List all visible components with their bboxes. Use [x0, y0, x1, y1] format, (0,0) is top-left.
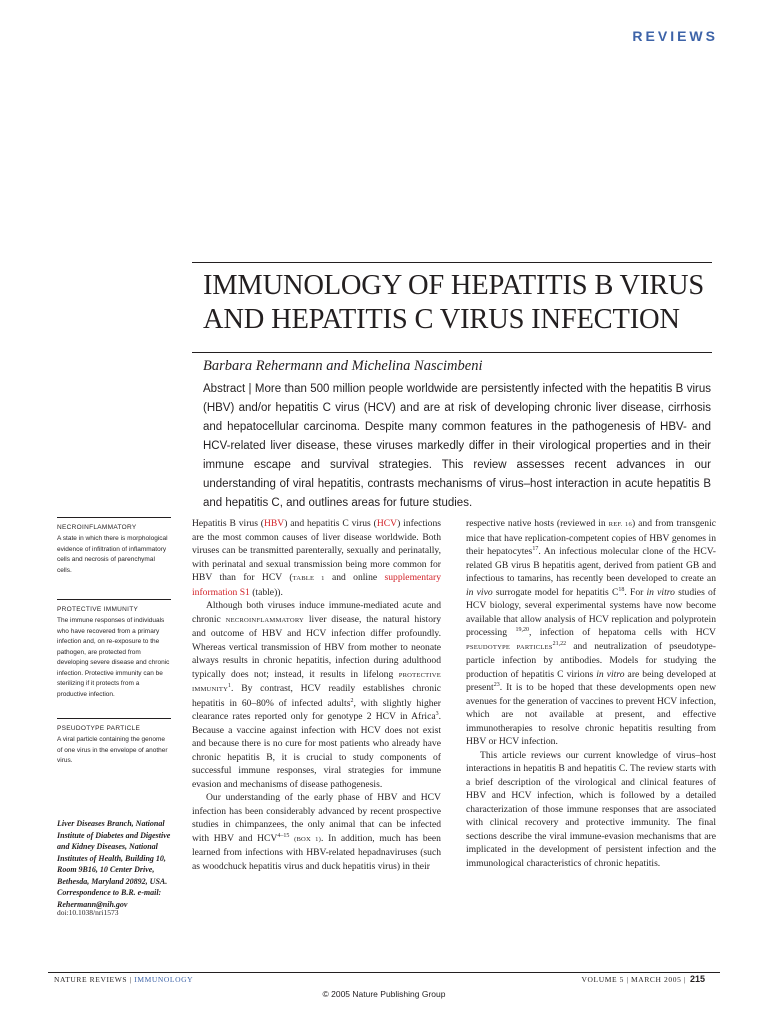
- publisher-name: NATURE REVIEWS: [54, 975, 128, 984]
- supplementary-link[interactable]: supplementary information S1: [192, 572, 441, 598]
- citation: 18: [618, 586, 625, 593]
- author-affiliation: Liver Diseases Branch, National Institute of Diabetes and Digestive and Kidney Diseases, National Institutes of Health, Building 10, Room 9B16, 10 Center Drive, Bethesda, Maryland 20892, USA. Correspondence to B.R. e-mail: Rehermann@nih.gov: [57, 819, 171, 909]
- citation: 19,20: [515, 626, 529, 633]
- table-reference: TABLE 1: [292, 575, 325, 582]
- hcv-link[interactable]: HCV: [376, 518, 398, 529]
- citation: 1: [228, 682, 232, 689]
- citation: 23: [493, 681, 500, 688]
- footer-rule: [48, 972, 720, 973]
- page-number: 215: [690, 974, 706, 984]
- footer-volume: VOLUME 5 | MARCH 2005 |: [581, 975, 686, 984]
- copyright: © 2005 Nature Publishing Group: [322, 989, 446, 999]
- section-label: REVIEWS: [632, 28, 718, 44]
- glossary-term-inline: NECROINFLAMMATORY: [225, 616, 305, 624]
- citation: 3: [435, 710, 439, 717]
- glossary-sidebar: [57, 517, 171, 807]
- paragraph: Our understanding of the early phase of HBV and HCV infection has been considerably advanced by recent prospective studies in chimpanzees, the only animal that can be infected with HBV and HCV$^{4-15}$ (BOX 1). In addition, much has been learned from infections with HBV-related hepadnaviruses (such as woodchuck hepatitis virus and duck hepatitis virus) in their: [192, 792, 441, 872]
- title-rule-top: [192, 262, 712, 263]
- body-column-2: [466, 517, 716, 870]
- glossary-definition: A state in which there is morphological evidence of infiltration of inflammatory cells and necrosis of parenchymal cells.: [57, 535, 168, 574]
- glossary-term: NECROINFLAMMATORY: [57, 517, 171, 533]
- glossary-definition: A viral particle containing the genome of one virus in the envelope of another virus.: [57, 736, 168, 764]
- abstract: Abstract | More than 500 million people worldwide are persistently infected with the hepatitis B virus (HBV) and/or hepatitis C virus (HCV) and are at risk of developing chronic liver disease, cirrhosis and hepatocellular carcinoma. Despite many common features in the pathogenesis of HBV- and HCV-related liver disease, these viruses markedly differ in their virological properties and in their immune escape and survival strategies. This review assesses recent advances in our understanding of viral hepatitis, contrasts mechanisms of virus–host interaction in acute hepatitis B and hepatitis C, and outlines areas for future studies.: [203, 383, 711, 509]
- paragraph: Although both viruses induce immune-mediated acute and chronic NECROINFLAMMATORY liver disease, the natural history and outcome of HBV and HCV infection differ profoundly. Whereas vertical transmission of HBV from mother to neonate always results in chronic hepatitis, infection during adulthood typically does not; instead, it results in lifelong PROTECTIVE IMMUNITY$^1$. By contrast, HCV readily establishes chronic hepatitis in 60–80% of infected adults$^2$, with slightly higher clearance rates reported only for genotype 2 HCV in Africa$^3$. Because a vaccine against infection with HCV does not exist and because there is no cure for most patients who already have chronic hepatitis B, it is crucial to study components of successful immune responses, viral strategies for immune evasion and mechanisms of disease pathogenesis.: [192, 600, 441, 790]
- citation: 4–15: [277, 832, 290, 839]
- journal-name: IMMUNOLOGY: [134, 975, 194, 984]
- glossary-term: PSEUDOTYPE PARTICLE: [57, 718, 171, 734]
- glossary-term-inline: PSEUDOTYPE PARTICLES: [466, 643, 553, 651]
- title-line-1: IMMUNOLOGY OF HEPATITIS B VIRUS: [203, 270, 705, 301]
- citation: 21,22: [552, 640, 567, 647]
- article-title: [203, 269, 718, 337]
- glossary-term: PROTECTIVE IMMUNITY: [57, 599, 171, 615]
- paragraph: respective native hosts (reviewed in REF. 16) and from transgenic mice that have replication-competent copies of HBV genomes in their hepatocytes$^{17}$. An infectious molecular clone of the HCV-related GB virus B hepatitis agent, derived from patient GB and infectious to tamarins, has recently been developed to create an in vivo surrogate model for hepatitis $C^{18}$. For in vitro studies of HCV biology, several experimental systems have now become available that allow analysis of HCV replication and polyprotein processing $^{19,20}$, infection of hepatoma cells with HCV PSEUDOTYPE PARTICLES$^{21,22}$ and neutralization of pseudotype-particle infection by antibodies. Models for studying the production of hepatitis C virions in vitro are being developed at present$^{23}$. It is to be hoped that these developments open new avenues for the generation of vaccines to prevent HCV infection, which are not available at present, and effective immunotherapies to resolve chronic hepatitis resulting from HBV or HCV infection.: [466, 518, 717, 747]
- doi: doi:10.1038/nri1573: [57, 908, 119, 917]
- glossary-definition: The immune responses of individuals who have recovered from a primary infection and, on re-exposure to the pathogen, are protected from developing severe disease and chronic infection. Protective immunity can be sterilizing if it protects from a productive infection.: [57, 617, 170, 698]
- citation: 17: [532, 545, 539, 552]
- citation: 2: [350, 697, 354, 704]
- authors: Barbara Rehermann and Michelina Nascimbeni: [203, 358, 483, 374]
- title-line-2: AND HEPATITIS C VIRUS INFECTION: [203, 304, 680, 335]
- paragraph: This article reviews our current knowledge of virus–host interactions in hepatitis B and hepatitis C. The review starts with a brief description of the virological and clinical features of HBV and HCV infection, which is followed by a detailed characterization of those immune responses that are associated with clinical recovery and protective immunity. The final sections describe the viral immune-evasion mechanisms that are implicated in the development of persistent infection and the immunological characteristics of chronic hepatitis.: [466, 749, 716, 869]
- glossary-entry-pseudotype-particle: [57, 718, 171, 767]
- title-rule-bottom: [192, 352, 712, 353]
- box-reference: (BOX 1): [294, 835, 322, 843]
- body-column-1: [192, 517, 441, 873]
- footer-journal: NATURE REVIEWS | IMMUNOLOGY: [54, 975, 194, 984]
- glossary-entry-protective-immunity: [57, 599, 171, 700]
- glossary-term-inline: PROTECTIVE IMMUNITY: [192, 671, 441, 693]
- glossary-entry-necroinflammatory: [57, 517, 171, 576]
- paragraph: Hepatitis B virus (HBV) and hepatitis C virus (HCV) infections are the most common causes of liver disease worldwide. Both viruses can be transmitted parenterally, sexually and perinatally, with perinatal and sexual transmission being more common for HBV than for HCV (TABLE 1 and online supplementary information S1 (table)).: [192, 518, 441, 598]
- ref-reference: REF. 16: [608, 521, 633, 528]
- hbv-link[interactable]: HBV: [263, 518, 285, 529]
